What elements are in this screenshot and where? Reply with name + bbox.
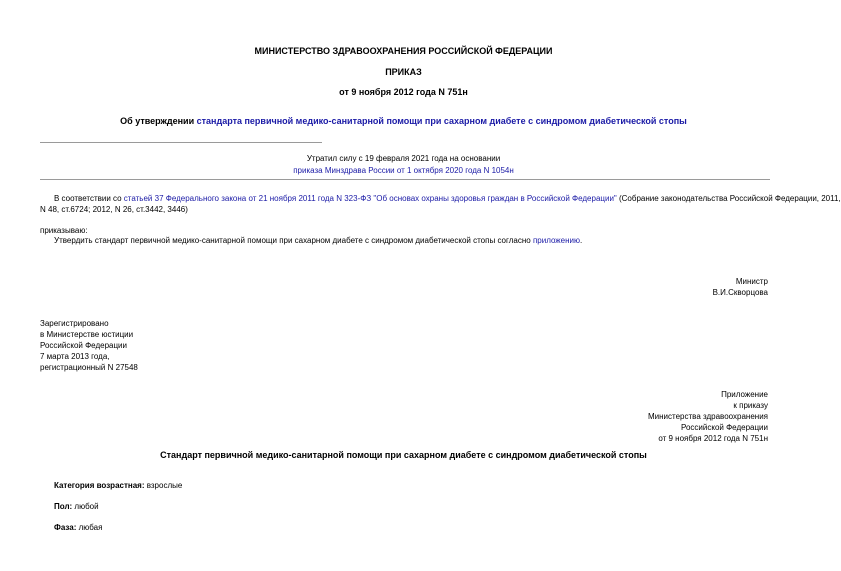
field-value: любая — [76, 523, 103, 532]
doc-subject — [0, 116, 807, 127]
field-sex — [54, 501, 99, 512]
appendix-line: к приказу — [733, 401, 768, 410]
registration-line: 7 марта 2013 года, — [40, 352, 110, 361]
field-label: Фаза: — [54, 523, 77, 532]
subject-prefix: Об утверждении — [120, 116, 197, 126]
preamble-prefix: В соответствии со — [54, 194, 124, 203]
appendix-line: от 9 ноября 2012 года N 751н — [658, 434, 768, 443]
signature-name: В.И.Скворцова — [712, 288, 768, 297]
order-text-end: . — [580, 236, 583, 245]
appendix-line: Приложение — [721, 390, 768, 399]
repeal-notice: Утратил силу с 19 февраля 2021 года на основании — [306, 154, 501, 163]
registration-line: регистрационный N 27548 — [40, 363, 138, 372]
field-phase — [54, 522, 102, 533]
registration-line: в Министерстве юстиции — [40, 330, 134, 339]
registration-block — [40, 318, 138, 373]
appendix-link[interactable]: приложению — [532, 236, 580, 245]
notice-top-rule — [40, 142, 322, 143]
order-text — [54, 235, 582, 246]
preamble-line-2: N 48, ст.6724; 2012, N 26, ст.3442, 3446) — [40, 205, 188, 214]
repeal-order-link[interactable]: приказа Минздрава России от 1 октября 2020 года N 1054н — [293, 166, 514, 175]
notice-bottom-rule — [40, 179, 770, 180]
orders-word: приказываю: — [40, 226, 88, 235]
preamble-suffix: (Собрание законодательства Российской Федерации, 2011, — [616, 194, 841, 203]
preamble-line-1 — [54, 193, 841, 204]
standard-link[interactable]: стандарта первичной медико-санитарной помощи при сахарном диабете с синдромом диабетической стопы — [196, 116, 687, 126]
signature-title: Министр — [735, 277, 768, 286]
ministry-heading: МИНИСТЕРСТВО ЗДРАВООХРАНЕНИЯ РОССИЙСКОЙ ФЕДЕРАЦИИ — [254, 46, 553, 56]
appendix-line: Министерства здравоохранения — [648, 412, 768, 421]
field-age-category — [54, 480, 182, 491]
standard-title: Стандарт первичной медико-санитарной помощи при сахарном диабете с синдромом диабетической стопы — [160, 450, 647, 460]
doc-date-number: от 9 ноября 2012 года N 751н — [339, 87, 468, 97]
federal-law-link[interactable]: статьей 37 Федерального закона от 21 ноября 2011 года N 323-ФЗ "Об основах охраны здоровья граждан в Российской Федерации" — [123, 194, 617, 203]
repeal-order-link-row — [0, 165, 807, 176]
registration-line: Российской Федерации — [40, 341, 127, 350]
registration-line: Зарегистрировано — [40, 319, 109, 328]
appendix-block — [648, 389, 768, 444]
order-text-body: Утвердить стандарт первичной медико-санитарной помощи при сахарном диабете с синдромом диабетической стопы согласно — [54, 236, 533, 245]
field-label: Категория возрастная: — [54, 481, 145, 490]
appendix-line: Российской Федерации — [681, 423, 768, 432]
field-value: взрослые — [144, 481, 183, 490]
field-label: Пол: — [54, 502, 73, 511]
field-value: любой — [72, 502, 99, 511]
doc-type-heading: ПРИКАЗ — [385, 67, 422, 77]
